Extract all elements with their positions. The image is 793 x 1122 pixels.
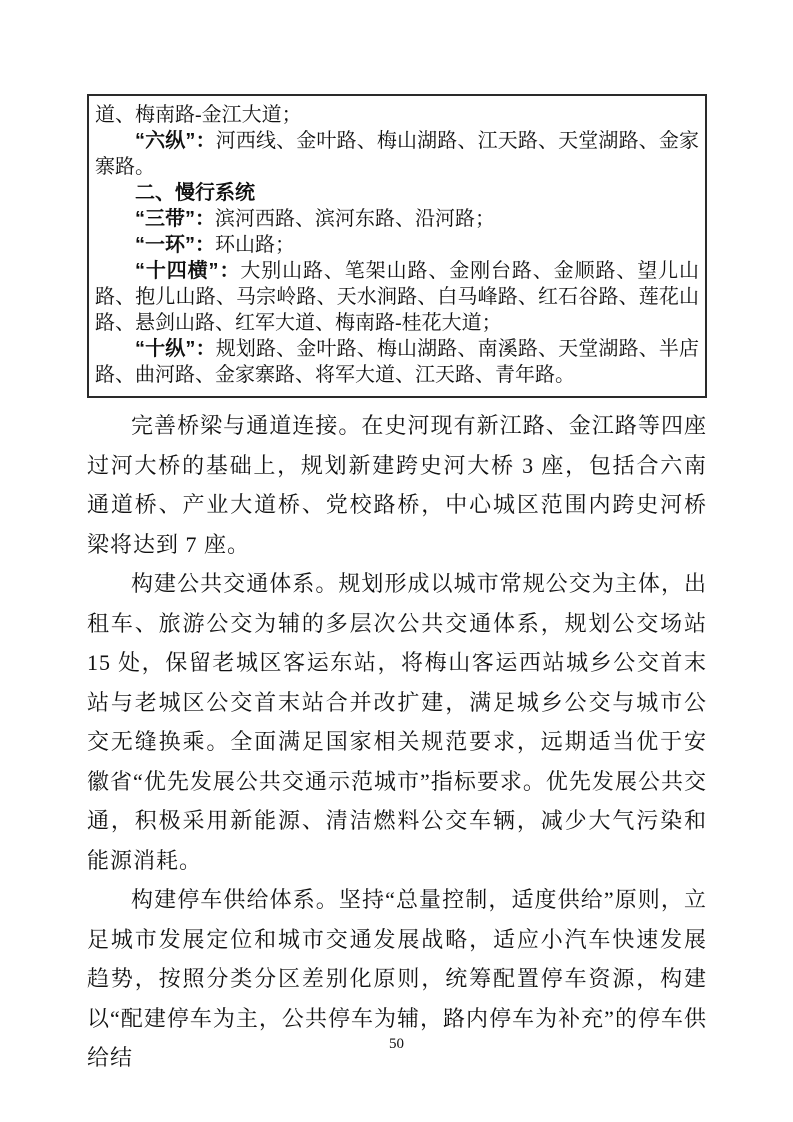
box-label-ten-vertical: “十纵”： [135,338,216,360]
paragraph-bridges-connections: 完善桥梁与通道连接。在史河现有新江路、金江路等四座过河大桥的基础上，规划新建跨史河大桥 3 座，包括合六南通道桥、产业大道桥、党校路桥，中心城区范围内跨史河桥梁将达到 7 座。 [87,413,707,557]
box-para-one-ring [95,232,699,258]
box-heading-label: 二、慢行系统 [135,182,255,204]
road-system-box [87,94,707,398]
box-para-ten-vertical [95,336,699,388]
box-text: 大别山路、笔架山路、金刚台路、金顺路、望儿山路、抱儿山路、马宗岭路、天水涧路、白马峰路、红石谷路、莲花山路、悬剑山路、红军大道、梅南路-桂花大道； [95,260,700,334]
box-text: 河西线、金叶路、梅山湖路、江天路、天堂湖路、金家寨路。 [95,130,700,178]
paragraph-public-transport-system: 构建公共交通体系。规划形成以城市常规公交为主体，出租车、旅游公交为辅的多层次公共交通体系，规划公交场站 15 处，保留老城区客运东站，将梅山客运西站城乡公交首末站与老城区公交首末站合并改扩建，满足城乡公交与城市公交无缝换乘。全面满足国家相关规范要求，远期适当优于安徽省“优先发展公共交通示范城市”指标要求。优先发展公共交通，积极采用新能源、清洁燃料公交车辆，减少大气污染和能源消耗。 [87,571,707,873]
paragraph-parking-supply-system: 构建停车供给体系。坚持“总量控制，适度供给”原则，立足城市发展定位和城市交通发展战略，适应小汽车快速发展趋势，按照分类分区差别化原则，统筹配置停车资源，构建以“配建停车为主，公共停车为辅，路内停车为补充”的停车供给结 [87,887,708,1070]
box-label-one-ring: “一环”： [135,234,215,256]
page-content [87,94,707,1078]
box-para-continuation [95,102,699,128]
box-para-three-belts [95,206,699,232]
body-text [87,406,707,1078]
box-label-three-belts: “三带”： [135,208,215,230]
box-para-six-vertical [95,128,699,180]
box-para-fourteen-horizontal [95,258,699,336]
box-label-fourteen-horizontal: “十四横”： [135,260,241,282]
box-text: 环山路； [215,234,295,256]
box-text: 规划路、金叶路、梅山湖路、南溪路、天堂湖路、半店路、曲河路、金家寨路、将军大道、江天路、青年路。 [95,338,700,386]
box-text: 道、梅南路-金江大道； [95,104,302,126]
page-number: 50 [389,1036,404,1052]
box-text: 滨河西路、滨河东路、沿河路； [215,208,495,230]
box-label-six-vertical: “六纵”： [135,130,216,152]
box-heading-slow-traffic-system [95,180,699,206]
